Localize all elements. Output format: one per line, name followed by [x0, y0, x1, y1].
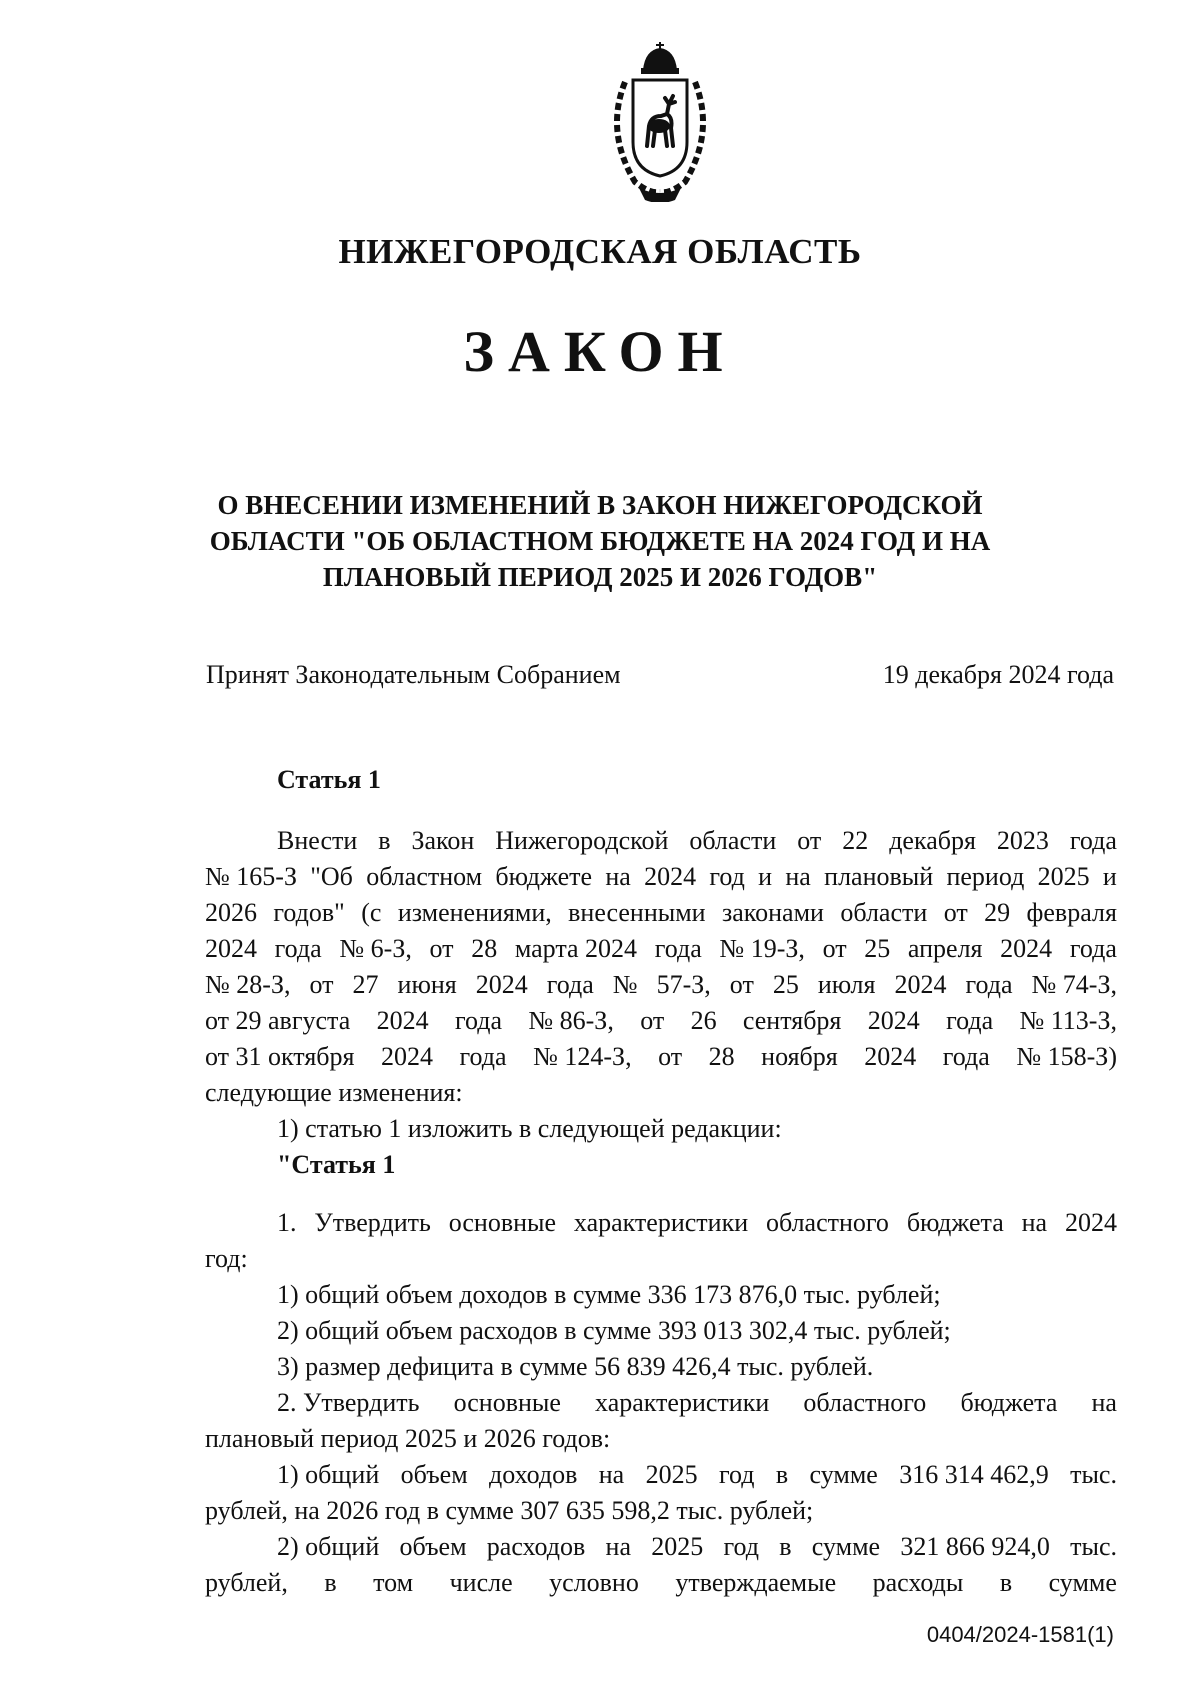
intro-word: на: [605, 862, 631, 891]
intro-word: от: [943, 898, 968, 927]
intro-word: года: [942, 1042, 990, 1071]
paragraph-2-line: [205, 1385, 1117, 1421]
adoption-line: [206, 660, 1114, 690]
intro-word: областном: [366, 862, 483, 891]
intro-word: июля: [817, 970, 876, 999]
paragraph-word: 2025: [645, 1460, 698, 1489]
intro-word: декабря: [889, 826, 976, 855]
paragraph-word: утверждаемые: [675, 1568, 837, 1597]
paragraph-2-continuation: плановый период 2025 и 2026 годов:: [205, 1424, 611, 1453]
intro-word: февраля: [1026, 898, 1117, 927]
intro-word: год: [709, 862, 745, 891]
region-heading: НИЖЕГОРОДСКАЯ ОБЛАСТЬ: [338, 232, 862, 271]
intro-word: 2025: [1037, 862, 1090, 891]
intro-word: года: [946, 1006, 994, 1035]
intro-word: 22: [842, 826, 869, 855]
paragraph-word: 2. Утвердить: [277, 1388, 420, 1417]
paragraph-2-item-2-continuation: [205, 1565, 1117, 1601]
intro-word: и: [758, 862, 773, 891]
paragraph-1-item: 3) размер дефицита в сумме 56 839 426,4 тыс. рублей.: [277, 1352, 874, 1381]
intro-word: 25: [864, 934, 891, 963]
coat-of-arms-emblem: [595, 42, 725, 202]
paragraph-word: областного: [766, 1208, 889, 1237]
intro-word: Нижегородской: [495, 826, 669, 855]
intro-word: года: [1069, 826, 1117, 855]
paragraph-word: условно: [549, 1568, 639, 1597]
intro-word: года: [1069, 934, 1117, 963]
intro-word: от 29 августа: [205, 1006, 351, 1035]
paragraph-word: Утвердить: [314, 1208, 431, 1237]
paragraph-2-item-1-line: [205, 1457, 1117, 1493]
intro-word: 2024: [381, 1042, 433, 1071]
intro-word: 29: [984, 898, 1011, 927]
intro-line: [205, 1003, 1117, 1039]
adopted-by: Принят Законодательным Собранием: [206, 660, 621, 689]
intro-word: области: [840, 898, 928, 927]
paragraph-word: в: [999, 1568, 1013, 1597]
intro-word: от: [729, 970, 754, 999]
paragraph-word: бюджета: [906, 1208, 1004, 1237]
intro-word: 2026: [205, 898, 257, 927]
paragraph-word: расходов: [486, 1532, 586, 1561]
law-title-line: ПЛАНОВЫЙ ПЕРИОД 2025 И 2026 ГОДОВ": [322, 562, 878, 592]
paragraph-word: сумме: [809, 1460, 878, 1489]
paragraph-word: 316 314 462,9: [899, 1460, 1049, 1489]
intro-word: области: [689, 826, 777, 855]
intro-word: 27: [352, 970, 379, 999]
intro-word: ноября: [761, 1042, 838, 1071]
intro-word: на: [785, 862, 811, 891]
paragraph-word: 2025: [651, 1532, 704, 1561]
intro-word: 2024: [644, 862, 697, 891]
intro-word: 2024: [867, 1006, 920, 1035]
intro-word: апреля: [907, 934, 983, 963]
intro-word: года: [274, 934, 322, 963]
paragraph-1-item: 2) общий объем расходов в сумме 393 013 302,4 тыс. рублей;: [277, 1316, 951, 1345]
coat-of-arms-icon: [595, 42, 725, 202]
intro-word: законами: [722, 898, 824, 927]
intro-word: № 124-З,: [533, 1042, 632, 1071]
intro-paragraph: [205, 823, 1117, 1075]
paragraph-word: 2) общий: [277, 1532, 380, 1561]
intro-word: № 113-З,: [1019, 1006, 1117, 1035]
intro-word: 26: [690, 1006, 717, 1035]
intro-line: [205, 967, 1117, 1003]
intro-word: 2024: [205, 934, 257, 963]
paragraph-word: доходов: [489, 1460, 578, 1489]
intro-word: 2024: [475, 970, 528, 999]
intro-word: Закон: [411, 826, 475, 855]
intro-word: от: [640, 1006, 665, 1035]
intro-word: 2024: [1000, 934, 1053, 963]
article-body: [205, 823, 1117, 1601]
paragraph-word: в: [779, 1532, 792, 1561]
paragraph-word: год: [718, 1460, 755, 1489]
paragraph-word: характеристики: [573, 1208, 749, 1237]
intro-word: от: [309, 970, 334, 999]
intro-word: плановый: [824, 862, 934, 891]
paragraph-2-item-1-continuation: рублей, на 2026 год в сумме 307 635 598,2 тыс. рублей;: [205, 1496, 814, 1525]
document-code: 0404/2024-1581(1): [926, 1622, 1114, 1647]
intro-word: от: [797, 826, 822, 855]
paragraph-word: в: [775, 1460, 789, 1489]
intro-word: 28: [471, 934, 498, 963]
paragraph-word: объем: [399, 1532, 467, 1561]
paragraph-word: сумме: [811, 1532, 881, 1561]
intro-line: [205, 859, 1117, 895]
intro-word: в: [378, 826, 391, 855]
intro-word: бюджете: [495, 862, 593, 891]
paragraph-2-item-2-line: [205, 1529, 1117, 1565]
law-title-line: ОБЛАСТИ "ОБ ОБЛАСТНОМ БЮДЖЕТЕ НА 2024 ГОД И НА: [209, 526, 991, 556]
intro-word: № 165-З: [205, 862, 297, 891]
intro-word: 28: [708, 1042, 735, 1071]
quoted-article-heading: "Статья 1: [277, 1150, 396, 1179]
paragraph-word: характеристики: [595, 1388, 770, 1417]
intro-word: года: [965, 970, 1013, 999]
paragraph-word: год: [723, 1532, 760, 1561]
intro-word: внесенными: [568, 898, 706, 927]
law-title: [160, 487, 1040, 595]
intro-word: года: [459, 1042, 507, 1071]
paragraph-word: расходы: [872, 1568, 964, 1597]
intro-word: сентября: [742, 1006, 842, 1035]
intro-word: изменениями,: [397, 898, 552, 927]
intro-word: №: [612, 970, 638, 999]
intro-word: марта 2024: [514, 934, 638, 963]
paragraph-word: том: [373, 1568, 414, 1597]
intro-word: 25: [772, 970, 799, 999]
intro-word: года: [454, 1006, 502, 1035]
intro-word: 2024: [376, 1006, 429, 1035]
article-heading: Статья 1: [277, 765, 381, 794]
intro-last-line: следующие изменения:: [205, 1078, 463, 1107]
paragraph-word: 2024: [1064, 1208, 1117, 1237]
intro-word: № 158-З): [1016, 1042, 1117, 1071]
paragraph-word: 1.: [277, 1208, 297, 1237]
paragraph-word: объем: [400, 1460, 468, 1489]
intro-word: от: [822, 934, 847, 963]
intro-word: Внести: [277, 826, 358, 855]
paragraph-word: на: [1091, 1388, 1117, 1417]
intro-word: период: [946, 862, 1025, 891]
intro-word: 2024: [864, 1042, 917, 1071]
paragraph-word: рублей,: [205, 1568, 288, 1597]
intro-word: № 74-З,: [1031, 970, 1117, 999]
paragraph-word: тыс.: [1070, 1460, 1117, 1489]
paragraph-word: на: [598, 1460, 625, 1489]
paragraph-word: 1) общий: [277, 1460, 380, 1489]
intro-word: № 6-З,: [339, 934, 412, 963]
intro-word: (с: [361, 898, 382, 927]
paragraph-word: сумме: [1048, 1568, 1117, 1597]
intro-word: № 28-З,: [205, 970, 291, 999]
amendment-item: 1) статью 1 изложить в следующей редакции:: [277, 1114, 782, 1143]
intro-line: [205, 1039, 1117, 1075]
paragraph-word: основные: [453, 1388, 561, 1417]
paragraph-word: 321 866 924,0: [900, 1532, 1050, 1561]
intro-line: [205, 931, 1117, 967]
intro-line: [205, 895, 1117, 931]
paragraph-word: на: [1021, 1208, 1048, 1237]
intro-word: июня: [397, 970, 457, 999]
paragraph-word: областного: [803, 1388, 927, 1417]
paragraph-word: в: [324, 1568, 337, 1597]
law-title-line: О ВНЕСЕНИИ ИЗМЕНЕНИЙ В ЗАКОН НИЖЕГОРОДСКОЙ: [217, 490, 983, 520]
paragraph-word: основные: [448, 1208, 557, 1237]
intro-word: 2024: [894, 970, 947, 999]
intro-word: от 31 октября: [205, 1042, 355, 1071]
intro-line: [205, 823, 1117, 859]
intro-word: года: [654, 934, 702, 963]
intro-word: 57-З,: [656, 970, 711, 999]
paragraph-1-continuation: год:: [205, 1244, 248, 1273]
intro-word: № 86-З,: [528, 1006, 614, 1035]
adoption-date: 19 декабря 2024 года: [882, 660, 1114, 689]
document-type-heading: ЗАКОН: [463, 319, 737, 384]
intro-word: № 19-З,: [719, 934, 805, 963]
paragraph-word: на: [605, 1532, 632, 1561]
paragraph-word: бюджета: [960, 1388, 1058, 1417]
paragraph-1-item: 1) общий объем доходов в сумме 336 173 876,0 тыс. рублей;: [277, 1280, 941, 1309]
intro-word: годов": [273, 898, 345, 927]
paragraph-1-line: [205, 1205, 1117, 1241]
paragraph-word: числе: [449, 1568, 513, 1597]
paragraph-word: тыс.: [1070, 1532, 1117, 1561]
intro-word: года: [546, 970, 594, 999]
intro-word: "Об: [310, 862, 353, 891]
intro-word: от: [658, 1042, 683, 1071]
intro-word: и: [1102, 862, 1117, 891]
intro-word: от: [429, 934, 454, 963]
intro-word: 2023: [996, 826, 1049, 855]
